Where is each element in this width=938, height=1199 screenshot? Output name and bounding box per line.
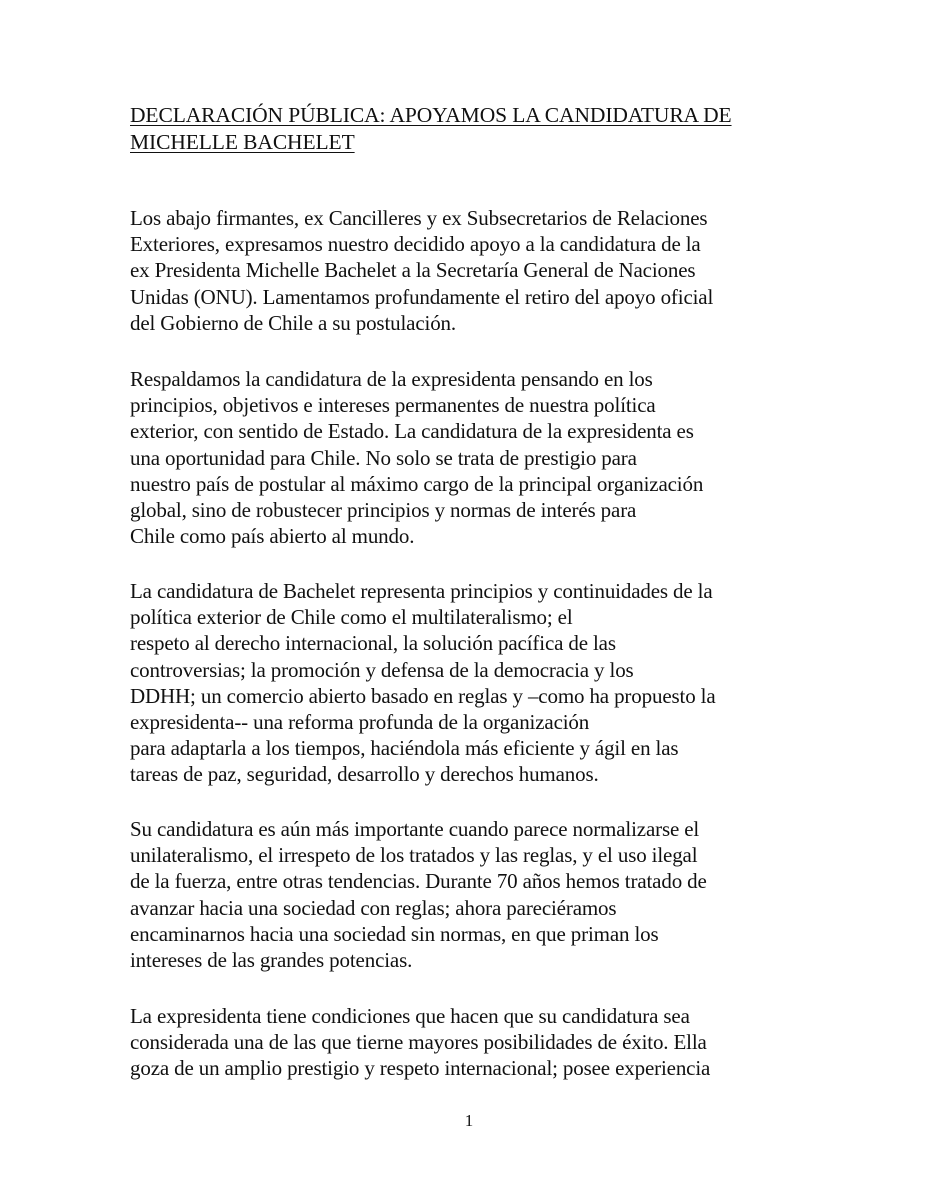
paragraph-line: DDHH; un comercio abierto basado en reglas y –como ha propuesto la [130,683,716,708]
paragraph-line: política exterior de Chile como el multilateralismo; el [130,605,573,630]
paragraph-5 [130,1003,830,1082]
paragraph-line: Los abajo firmantes, ex Cancilleres y ex Subsecretarios de Relaciones [130,206,708,230]
paragraph-line: controversias; la promoción y defensa de la democracia y los [130,657,634,682]
paragraph-line: intereses de las grandes potencias. [130,948,413,973]
paragraph-line: del Gobierno de Chile a su postulación. [130,310,456,335]
paragraph-line: expresidenta-- una reforma profunda de la organización [130,710,590,735]
paragraph-line: una oportunidad para Chile. No solo se trata de prestigio para [130,445,637,470]
paragraph-line: global, sino de robustecer principios y normas de interés para [130,498,637,523]
paragraph-line: exterior, con sentido de Estado. La candidatura de la expresidenta es [130,419,694,444]
paragraph-4 [130,816,830,973]
paragraph-line: para adaptarla a los tiempos, haciéndola más eficiente y ágil en las [130,736,679,761]
paragraph-line: Su candidatura es aún más importante cuando parece normalizarse el [130,817,700,841]
paragraph-line: considerada una de las que tierne mayores posibilidades de éxito. Ella [130,1030,707,1055]
paragraph-line: avanzar hacia una sociedad con reglas; ahora pareciéramos [130,895,617,920]
paragraph-2 [130,366,830,549]
paragraph-line: ex Presidenta Michelle Bachelet a la Secretaría General de Naciones [130,258,696,283]
title-line: DECLARACIÓN PÚBLICA: APOYAMOS LA CANDIDATURA DE [130,103,732,127]
paragraph-line: respeto al derecho internacional, la solución pacífica de las [130,631,616,656]
paragraph-line: de la fuerza, entre otras tendencias. Durante 70 años hemos tratado de [130,869,707,894]
paragraph-line: Unidas (ONU). Lamentamos profundamente el retiro del apoyo oficial [130,284,714,309]
paragraph-line: principios, objetivos e intereses permanentes de nuestra política [130,393,656,418]
title-line: MICHELLE BACHELET [130,130,355,154]
paragraph-line: La expresidenta tiene condiciones que hacen que su candidatura sea [130,1004,690,1028]
paragraph-3 [130,578,830,788]
page-number: 1 [464,1111,474,1130]
paragraph-line: Chile como país abierto al mundo. [130,524,415,549]
paragraph-line: Respaldamos la candidatura de la expresidenta pensando en los [130,367,653,391]
paragraph-line: tareas de paz, seguridad, desarrollo y derechos humanos. [130,762,599,787]
paragraph-line: goza de un amplio prestigio y respeto internacional; posee experiencia [130,1056,711,1081]
paragraph-line: encaminarnos hacia una sociedad sin normas, en que priman los [130,921,659,946]
document-title [130,102,830,156]
paragraph-line: La candidatura de Bachelet representa principios y continuidades de la [130,579,713,603]
paragraph-1 [130,205,830,336]
paragraph-line: Exteriores, expresamos nuestro decidido apoyo a la candidatura de la [130,232,701,257]
paragraph-line: nuestro país de postular al máximo cargo de la principal organización [130,471,704,496]
paragraph-line: unilateralismo, el irrespeto de los tratados y las reglas, y el uso ilegal [130,843,698,868]
